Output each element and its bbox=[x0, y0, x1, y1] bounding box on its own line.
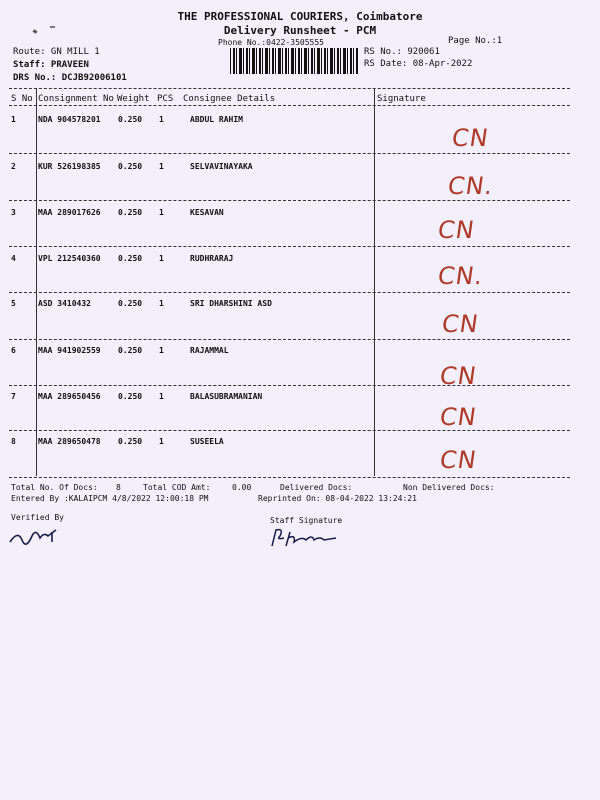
row-consignment: MAA 289650478 bbox=[38, 437, 101, 446]
row-consignee: RAJAMMAL bbox=[190, 346, 229, 355]
row-divider bbox=[9, 153, 570, 154]
row-consignee: KESAVAN bbox=[190, 208, 224, 217]
row-pcs: 1 bbox=[159, 115, 164, 124]
row-pcs: 1 bbox=[159, 162, 164, 171]
row-divider bbox=[9, 292, 570, 293]
row-consignee: ABDUL RAHIM bbox=[190, 115, 243, 124]
total-docs-value: 8 bbox=[116, 483, 121, 492]
row-divider bbox=[9, 385, 570, 386]
row-sno: 3 bbox=[11, 208, 16, 217]
row-signature: CN bbox=[438, 403, 479, 431]
column-header-signature: Signature bbox=[377, 94, 426, 104]
non-delivered-docs-label: Non Delivered Docs: bbox=[403, 483, 495, 492]
row-weight: 0.250 bbox=[118, 208, 143, 217]
row-sno: 4 bbox=[11, 254, 16, 263]
staff-signature bbox=[266, 524, 346, 552]
row-consignee: BALASUBRAMANIAN bbox=[190, 392, 263, 401]
row-sno: 7 bbox=[11, 392, 16, 401]
row-consignment: VPL 212540360 bbox=[38, 254, 101, 263]
row-signature: CN bbox=[440, 310, 481, 338]
table-bottom-rule bbox=[9, 477, 570, 478]
row-weight: 0.250 bbox=[118, 254, 143, 263]
row-consignment: KUR 526198385 bbox=[38, 162, 101, 171]
row-consignment: ASD 3410432 bbox=[38, 299, 91, 308]
column-header-sno: S No bbox=[11, 94, 33, 104]
row-signature: CN. bbox=[446, 172, 496, 200]
cod-label: Total COD Amt: bbox=[143, 483, 211, 492]
column-header-weight: Weight bbox=[117, 94, 150, 104]
route-label: Route: GN MILL 1 bbox=[13, 47, 100, 57]
table-header-rule bbox=[9, 105, 570, 106]
column-divider bbox=[374, 88, 375, 476]
verifier-signature bbox=[6, 522, 66, 550]
row-consignment: NDA 904578201 bbox=[38, 115, 101, 124]
barcode bbox=[230, 48, 358, 74]
rs-date: RS Date: 08-Apr-2022 bbox=[364, 59, 473, 69]
page-number: Page No.:1 bbox=[448, 36, 503, 46]
staff-label: Staff: PRAVEEN bbox=[13, 60, 89, 70]
staff-signature-label: Staff Signature bbox=[270, 516, 343, 525]
row-signature: CN bbox=[450, 124, 491, 152]
verified-by-label: Verified By bbox=[11, 513, 64, 522]
row-signature: CN. bbox=[436, 262, 486, 290]
drs-number: DRS No.: DCJB92006101 bbox=[13, 73, 127, 83]
row-pcs: 1 bbox=[159, 346, 164, 355]
row-divider bbox=[9, 430, 570, 431]
row-consignment: MAA 289650456 bbox=[38, 392, 101, 401]
scan-speck bbox=[50, 26, 55, 28]
row-weight: 0.250 bbox=[118, 437, 143, 446]
row-consignee: RUDHRARAJ bbox=[190, 254, 234, 263]
row-signature: CN bbox=[438, 446, 479, 474]
column-header-consignment: Consignment No bbox=[38, 94, 114, 104]
row-weight: 0.250 bbox=[118, 115, 143, 124]
row-divider bbox=[9, 339, 570, 340]
row-pcs: 1 bbox=[159, 392, 164, 401]
row-sno: 2 bbox=[11, 162, 16, 171]
row-divider bbox=[9, 200, 570, 201]
row-pcs: 1 bbox=[159, 299, 164, 308]
cod-value: 0.00 bbox=[232, 483, 252, 492]
row-sno: 6 bbox=[11, 346, 16, 355]
reprinted-on: Reprinted On: 08-04-2022 13:24:21 bbox=[258, 494, 417, 503]
row-pcs: 1 bbox=[159, 437, 164, 446]
table-top-rule bbox=[9, 88, 570, 89]
row-pcs: 1 bbox=[159, 208, 164, 217]
document-title: Delivery Runsheet - PCM bbox=[223, 24, 377, 37]
rs-number: RS No.: 920061 bbox=[364, 47, 440, 57]
row-signature: CN bbox=[438, 362, 479, 390]
column-divider bbox=[36, 88, 37, 476]
row-weight: 0.250 bbox=[118, 162, 143, 171]
row-consignee: SELVAVINAYAKA bbox=[190, 162, 253, 171]
row-consignee: SUSEELA bbox=[190, 437, 224, 446]
total-docs-label: Total No. Of Docs: bbox=[11, 483, 98, 492]
delivered-docs-label: Delivered Docs: bbox=[280, 483, 353, 492]
row-weight: 0.250 bbox=[118, 299, 143, 308]
column-header-pcs: PCS bbox=[157, 94, 174, 104]
row-consignee: SRI DHARSHINI ASD bbox=[190, 299, 272, 308]
column-header-consignee: Consignee Details bbox=[183, 94, 276, 104]
company-name: THE PROFESSIONAL COURIERS, Coimbatore bbox=[177, 10, 423, 23]
row-sno: 1 bbox=[11, 115, 16, 124]
row-sno: 5 bbox=[11, 299, 16, 308]
row-weight: 0.250 bbox=[118, 392, 143, 401]
row-signature: CN bbox=[436, 216, 477, 244]
row-divider bbox=[9, 246, 570, 247]
row-consignment: MAA 941902559 bbox=[38, 346, 101, 355]
row-weight: 0.250 bbox=[118, 346, 143, 355]
row-consignment: MAA 289017626 bbox=[38, 208, 101, 217]
entered-by: Entered By :KALAIPCM 4/8/2022 12:00:18 PM bbox=[11, 494, 209, 503]
phone-number: Phone No.:0422-3505555 bbox=[218, 38, 324, 47]
row-pcs: 1 bbox=[159, 254, 164, 263]
row-sno: 8 bbox=[11, 437, 16, 446]
